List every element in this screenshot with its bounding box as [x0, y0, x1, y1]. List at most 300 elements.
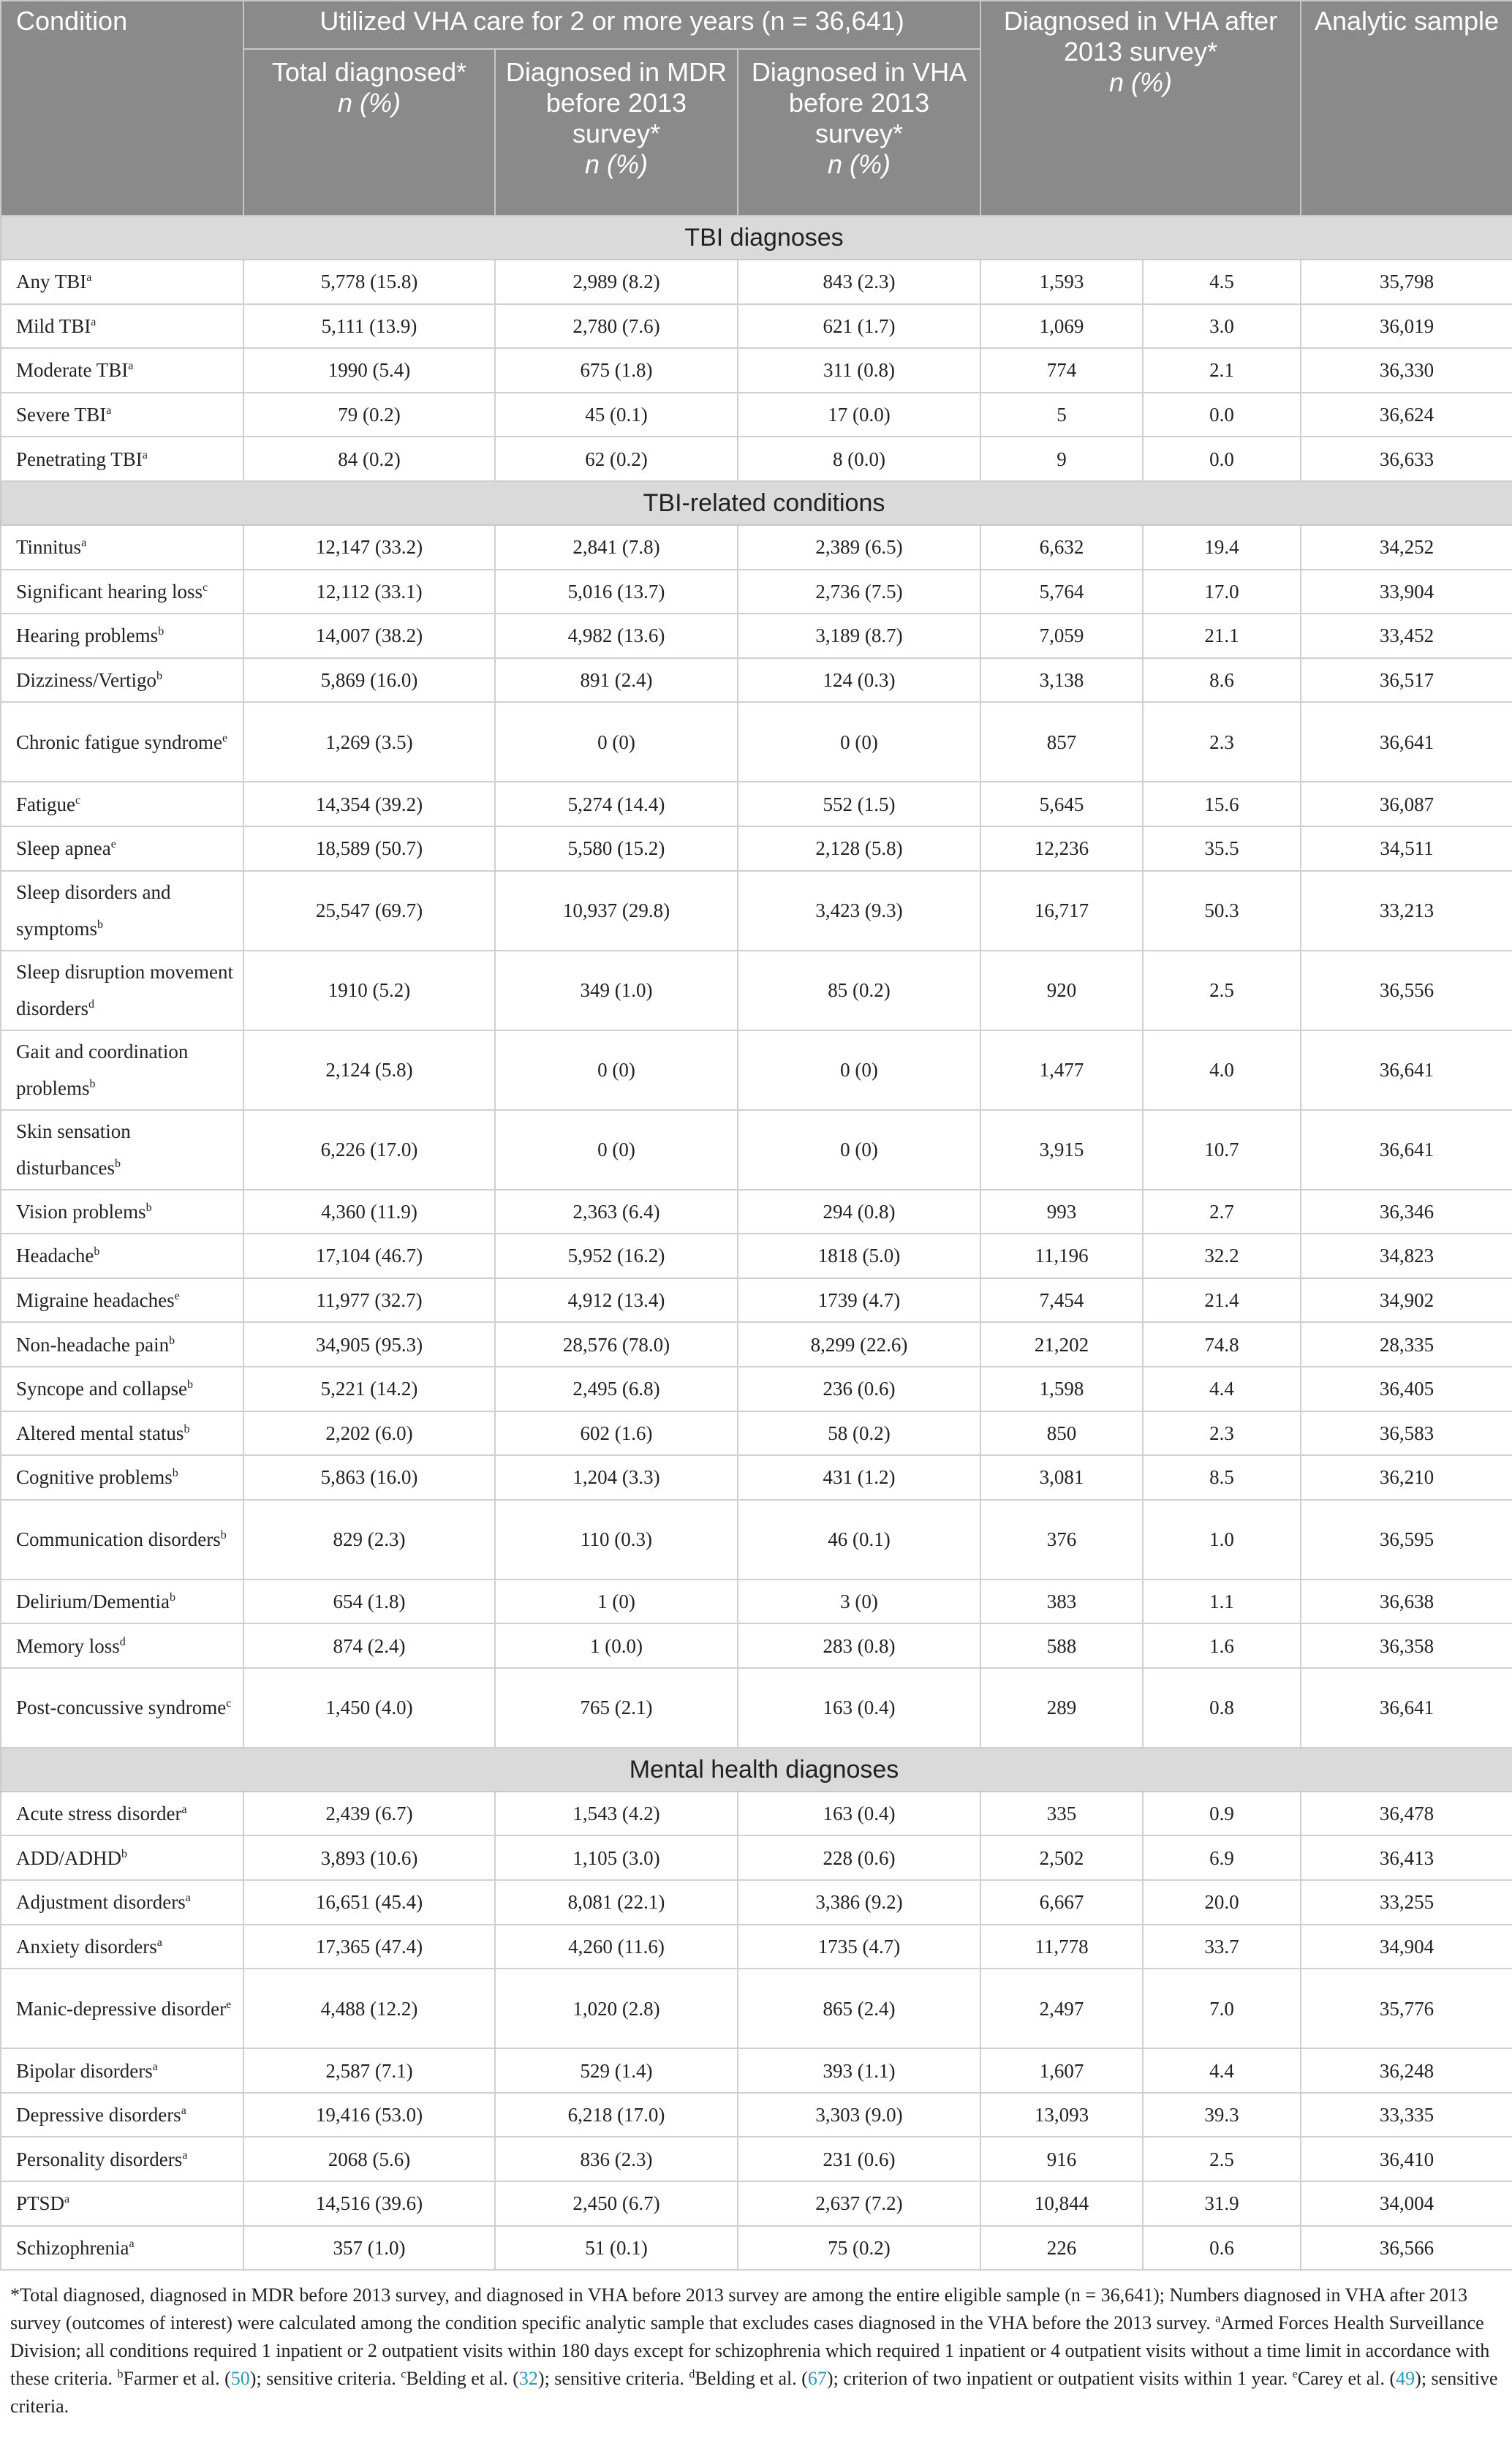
vha-after-pct-cell: 2.7: [1143, 1190, 1301, 1234]
vha-after-n-cell: 11,778: [980, 1925, 1143, 1969]
criteria-superscript: b: [145, 1201, 152, 1214]
condition-name: Acute stress disorder$^a$: [1, 1792, 243, 1836]
table-row: [1, 782, 1512, 826]
condition-name: Delirium/Dementia$^b$: [1, 1580, 243, 1624]
condition-name: Moderate TBI$^a$: [1, 348, 243, 393]
vha-after-n-cell: 226: [980, 2226, 1143, 2271]
header-analytic-sample: Analytic sample: [1301, 1, 1512, 216]
table-row: [1, 1623, 1512, 1668]
analytic-sample-cell: 36,330: [1301, 348, 1512, 393]
condition-name: Mild TBI$^a$: [1, 304, 243, 349]
vha-after-pct-cell: 20.0: [1143, 1880, 1301, 1925]
table-row: [1, 437, 1512, 481]
table-row: [1, 260, 1512, 304]
criteria-superscript: e: [222, 731, 228, 744]
vha-before-cell: 236 (0.6): [738, 1367, 980, 1411]
total-diagnosed-cell: 5,863 (16.0): [243, 1455, 495, 1500]
vha-after-n-cell: 3,915: [980, 1110, 1143, 1190]
criteria-superscript: b: [121, 1847, 127, 1860]
analytic-sample-cell: 36,624: [1301, 393, 1512, 437]
analytic-sample-cell: 36,087: [1301, 782, 1512, 826]
mdr-before-cell: 0 (0): [495, 1030, 738, 1110]
mdr-before-cell: 5,580 (15.2): [495, 826, 738, 871]
condition-name: Chronic fatigue syndrome$^e$: [1, 702, 243, 782]
condition-name: Fatigue$^c$: [1, 782, 243, 826]
condition-name: Sleep disruption movement disorders$^d$: [1, 951, 243, 1030]
vha-after-n-cell: 5,645: [980, 782, 1143, 826]
criteria-superscript: a: [64, 2193, 70, 2206]
vha-before-cell: 431 (1.2): [738, 1455, 980, 1500]
analytic-sample-cell: 35,776: [1301, 1969, 1512, 2048]
header-vha-after: Diagnosed in VHA after 2013 survey* n (%): [980, 1, 1301, 216]
vha-before-cell: 17 (0.0): [738, 393, 980, 437]
total-diagnosed-cell: 874 (2.4): [243, 1623, 495, 1668]
vha-after-pct-cell: 74.8: [1143, 1322, 1301, 1367]
vha-before-cell: 163 (0.4): [738, 1792, 980, 1836]
vha-after-n-cell: 376: [980, 1500, 1143, 1580]
mdr-before-cell: 4,982 (13.6): [495, 614, 738, 658]
total-diagnosed-cell: 4,488 (12.2): [243, 1969, 495, 2048]
mdr-before-cell: 4,260 (11.6): [495, 1925, 738, 1969]
analytic-sample-cell: 36,248: [1301, 2048, 1512, 2093]
total-diagnosed-cell: 84 (0.2): [243, 437, 495, 481]
mdr-before-cell: 0 (0): [495, 702, 738, 782]
mdr-before-cell: 28,576 (78.0): [495, 1322, 738, 1367]
mdr-before-cell: 51 (0.1): [495, 2226, 738, 2271]
analytic-sample-cell: 33,452: [1301, 614, 1512, 658]
table-row: [1, 1411, 1512, 1456]
table-row: [1, 1500, 1512, 1580]
vha-before-cell: 294 (0.8): [738, 1190, 980, 1234]
vha-after-pct-cell: 15.6: [1143, 782, 1301, 826]
condition-name: Sleep apnea$^e$: [1, 826, 243, 871]
header-vha-after-unit: n (%): [1109, 67, 1173, 97]
table-row: [1, 2181, 1512, 2226]
criteria-superscript: a: [91, 315, 97, 328]
vha-after-pct-cell: 2.3: [1143, 702, 1301, 782]
mdr-before-cell: 1,543 (4.2): [495, 1792, 738, 1836]
mdr-before-cell: 2,450 (6.7): [495, 2181, 738, 2226]
total-diagnosed-cell: 5,221 (14.2): [243, 1367, 495, 1411]
vha-before-cell: 865 (2.4): [738, 1969, 980, 2048]
header-total: Total diagnosed* n (%): [243, 49, 495, 216]
mdr-before-cell: 62 (0.2): [495, 437, 738, 481]
section-header-row: [1, 1748, 1512, 1792]
vha-after-n-cell: 289: [980, 1668, 1143, 1748]
condition-name: Significant hearing loss$^c$: [1, 570, 243, 614]
vha-after-pct-cell: 2.5: [1143, 2137, 1301, 2181]
analytic-sample-cell: 36,638: [1301, 1580, 1512, 1624]
header-vha-before-unit: n (%): [828, 149, 891, 179]
vha-after-pct-cell: 0.0: [1143, 437, 1301, 481]
table-footnote: *Total diagnosed, diagnosed in MDR before 2013 survey, and diagnosed in VHA before 2013 survey are among the entire eligible sample (n = 36,641); Numbers diagnosed in VHA after 2013 survey (outcomes of interest) were calculated among the condition specific analytic sample that excludes cases diagnosed in the VHA before the 2013 survey. $^a$Armed Forces Health Surveillance Division; all conditions required 1 inpatient or 2 outpatient visits within 180 days except for schizophrenia which required 1 inpatient or 4 outpatient visits without a time limit in accordance with these criteria. $^b$Farmer et al. (50); sensitive criteria. $^c$Belding et al. (32); sensitive criteria. $^d$Belding et al. (67); criterion of two inpatient or outpatient visits within 1 year. $^e$Carey et al. (49); sensitive criteria.: [10, 2284, 1498, 2417]
total-diagnosed-cell: 25,547 (69.7): [243, 871, 495, 951]
vha-before-cell: 3,423 (9.3): [738, 871, 980, 951]
mdr-before-cell: 8,081 (22.1): [495, 1880, 738, 1925]
criteria-superscript: b: [172, 1467, 178, 1480]
criteria-superscript: b: [186, 1378, 193, 1392]
mdr-before-cell: 1,105 (3.0): [495, 1835, 738, 1880]
vha-before-cell: 0 (0): [738, 1110, 980, 1190]
criteria-superscript: b: [89, 1078, 96, 1091]
vha-after-pct-cell: 1.0: [1143, 1500, 1301, 1580]
ref-link-67[interactable]: 67: [807, 2368, 827, 2389]
mdr-before-cell: 349 (1.0): [495, 951, 738, 1030]
vha-after-n-cell: 7,059: [980, 614, 1143, 658]
vha-before-cell: 2,736 (7.5): [738, 570, 980, 614]
header-mdr-unit: n (%): [584, 149, 648, 179]
vha-after-pct-cell: 21.1: [1143, 614, 1301, 658]
analytic-sample-cell: 36,556: [1301, 951, 1512, 1030]
condition-name: PTSD$^a$: [1, 2181, 243, 2226]
condition-name: Dizziness/Vertigo$^b$: [1, 658, 243, 703]
condition-name: Gait and coordination problems$^b$: [1, 1030, 243, 1110]
analytic-sample-cell: 34,252: [1301, 525, 1512, 570]
mdr-before-cell: 2,989 (8.2): [495, 260, 738, 304]
total-diagnosed-cell: 2,124 (5.8): [243, 1030, 495, 1110]
vha-after-pct-cell: 10.7: [1143, 1110, 1301, 1190]
section-title: TBI-related conditions: [1, 481, 1512, 525]
vha-after-pct-cell: 2.3: [1143, 1411, 1301, 1456]
vha-after-n-cell: 383: [980, 1580, 1143, 1624]
table-row: [1, 614, 1512, 658]
mdr-before-cell: 1,204 (3.3): [495, 1455, 738, 1500]
condition-name: Severe TBI$^a$: [1, 393, 243, 437]
total-diagnosed-cell: 14,354 (39.2): [243, 782, 495, 826]
table-row: [1, 1792, 1512, 1836]
criteria-superscript: b: [169, 1334, 175, 1347]
table-row: [1, 826, 1512, 871]
vha-before-cell: 311 (0.8): [738, 348, 980, 393]
criteria-superscript: e: [110, 838, 116, 851]
analytic-sample-cell: 36,405: [1301, 1367, 1512, 1411]
criteria-superscript: a: [129, 2237, 135, 2250]
table-row: [1, 525, 1512, 570]
analytic-sample-cell: 33,904: [1301, 570, 1512, 614]
analytic-sample-cell: 36,413: [1301, 1835, 1512, 1880]
vha-after-n-cell: 920: [980, 951, 1143, 1030]
table-row: [1, 702, 1512, 782]
vha-after-pct-cell: 19.4: [1143, 525, 1301, 570]
analytic-sample-cell: 35,798: [1301, 260, 1512, 304]
table-row: [1, 1668, 1512, 1748]
analytic-sample-cell: 36,583: [1301, 1411, 1512, 1456]
mdr-before-cell: 2,495 (6.8): [495, 1367, 738, 1411]
vha-before-cell: 3,303 (9.0): [738, 2093, 980, 2137]
table-header: [1, 1, 1512, 216]
section-header-row: [1, 216, 1512, 260]
analytic-sample-cell: 33,213: [1301, 871, 1512, 951]
vha-after-pct-cell: 8.6: [1143, 658, 1301, 703]
vha-before-cell: 85 (0.2): [738, 951, 980, 1030]
total-diagnosed-cell: 5,869 (16.0): [243, 658, 495, 703]
condition-name: Schizophrenia$^a$: [1, 2226, 243, 2271]
criteria-superscript: b: [94, 1245, 100, 1258]
vha-after-pct-cell: 33.7: [1143, 1925, 1301, 1969]
vha-before-cell: 3,386 (9.2): [738, 1880, 980, 1925]
mdr-before-cell: 675 (1.8): [495, 348, 738, 393]
mdr-before-cell: 2,780 (7.6): [495, 304, 738, 349]
vha-before-cell: 46 (0.1): [738, 1500, 980, 1580]
vha-after-n-cell: 1,598: [980, 1367, 1143, 1411]
table-row: [1, 2093, 1512, 2137]
condition-name: Cognitive problems$^b$: [1, 1455, 243, 1500]
condition-name: Anxiety disorders$^a$: [1, 1925, 243, 1969]
criteria-superscript: d: [88, 998, 94, 1011]
mdr-before-cell: 602 (1.6): [495, 1411, 738, 1456]
condition-name: Memory loss$^d$: [1, 1623, 243, 1668]
criteria-superscript: e: [174, 1290, 180, 1303]
analytic-sample-cell: 36,641: [1301, 702, 1512, 782]
mdr-before-cell: 5,274 (14.4): [495, 782, 738, 826]
table-row: [1, 2226, 1512, 2271]
criteria-superscript: a: [182, 2148, 188, 2162]
mdr-before-cell: 5,952 (16.2): [495, 1234, 738, 1278]
total-diagnosed-cell: 79 (0.2): [243, 393, 495, 437]
table-row: [1, 1322, 1512, 1367]
mdr-before-cell: 836 (2.3): [495, 2137, 738, 2181]
mdr-before-cell: 110 (0.3): [495, 1500, 738, 1580]
total-diagnosed-cell: 2,202 (6.0): [243, 1411, 495, 1456]
vha-after-pct-cell: 31.9: [1143, 2181, 1301, 2226]
vha-after-n-cell: 2,502: [980, 1835, 1143, 1880]
table-row: [1, 1234, 1512, 1278]
mdr-before-cell: 529 (1.4): [495, 2048, 738, 2093]
vha-after-n-cell: 850: [980, 1411, 1143, 1456]
criteria-superscript: a: [128, 360, 134, 373]
ref-link-49[interactable]: 49: [1396, 2368, 1415, 2389]
condition-name: Skin sensation disturbances$^b$: [1, 1110, 243, 1190]
vha-after-pct-cell: 4.4: [1143, 2048, 1301, 2093]
table-row: [1, 1278, 1512, 1323]
analytic-sample-cell: 34,004: [1301, 2181, 1512, 2226]
vha-after-n-cell: 21,202: [980, 1322, 1143, 1367]
analytic-sample-cell: 36,210: [1301, 1455, 1512, 1500]
table-row: [1, 951, 1512, 1030]
vha-after-pct-cell: 0.8: [1143, 1668, 1301, 1748]
table-row: [1, 2137, 1512, 2181]
criteria-superscript: a: [81, 537, 87, 550]
total-diagnosed-cell: 654 (1.8): [243, 1580, 495, 1624]
total-diagnosed-cell: 5,111 (13.9): [243, 304, 495, 349]
condition-name: Manic-depressive disorder$^e$: [1, 1969, 243, 2048]
vha-before-cell: 58 (0.2): [738, 1411, 980, 1456]
vha-after-n-cell: 588: [980, 1623, 1143, 1668]
criteria-superscript: b: [220, 1529, 227, 1542]
total-diagnosed-cell: 16,651 (45.4): [243, 1880, 495, 1925]
condition-name: Adjustment disorders$^a$: [1, 1880, 243, 1925]
table-row: [1, 871, 1512, 951]
criteria-superscript: b: [184, 1422, 190, 1435]
table-row: [1, 2048, 1512, 2093]
ref-link-50[interactable]: 50: [230, 2368, 250, 2389]
criteria-superscript: c: [226, 1697, 232, 1710]
analytic-sample-cell: 36,410: [1301, 2137, 1512, 2181]
vha-after-n-cell: 3,081: [980, 1455, 1143, 1500]
condition-name: Vision problems$^b$: [1, 1190, 243, 1234]
condition-name: Tinnitus$^a$: [1, 525, 243, 570]
condition-name: Any TBI$^a$: [1, 260, 243, 304]
total-diagnosed-cell: 3,893 (10.6): [243, 1835, 495, 1880]
total-diagnosed-cell: 2,439 (6.7): [243, 1792, 495, 1836]
condition-name: Migraine headaches$^e$: [1, 1278, 243, 1323]
ref-link-32[interactable]: 32: [518, 2368, 538, 2389]
mdr-before-cell: 1,020 (2.8): [495, 1969, 738, 2048]
vha-after-n-cell: 2,497: [980, 1969, 1143, 2048]
vha-after-pct-cell: 0.0: [1143, 393, 1301, 437]
vha-after-n-cell: 5,764: [980, 570, 1143, 614]
condition-name: Syncope and collapse$^b$: [1, 1367, 243, 1411]
condition-name: Sleep disorders and symptoms$^b$: [1, 871, 243, 951]
total-diagnosed-cell: 14,007 (38.2): [243, 614, 495, 658]
table-row: [1, 570, 1512, 614]
condition-name: Headache$^b$: [1, 1234, 243, 1278]
table-row: [1, 1969, 1512, 2048]
analytic-sample-cell: 34,904: [1301, 1925, 1512, 1969]
total-diagnosed-cell: 12,147 (33.2): [243, 525, 495, 570]
vha-after-n-cell: 6,632: [980, 525, 1143, 570]
mdr-before-cell: 891 (2.4): [495, 658, 738, 703]
total-diagnosed-cell: 2,587 (7.1): [243, 2048, 495, 2093]
total-diagnosed-cell: 2068 (5.6): [243, 2137, 495, 2181]
vha-after-pct-cell: 1.6: [1143, 1623, 1301, 1668]
table-row: [1, 393, 1512, 437]
mdr-before-cell: 5,016 (13.7): [495, 570, 738, 614]
vha-after-pct-cell: 50.3: [1143, 871, 1301, 951]
vha-before-cell: 552 (1.5): [738, 782, 980, 826]
vha-after-pct-cell: 0.9: [1143, 1792, 1301, 1836]
vha-after-n-cell: 5: [980, 393, 1143, 437]
total-diagnosed-cell: 19,416 (53.0): [243, 2093, 495, 2137]
table-row: [1, 1367, 1512, 1411]
vha-after-pct-cell: 2.5: [1143, 951, 1301, 1030]
vha-after-pct-cell: 17.0: [1143, 570, 1301, 614]
total-diagnosed-cell: 14,516 (39.6): [243, 2181, 495, 2226]
analytic-sample-cell: 36,633: [1301, 437, 1512, 481]
total-diagnosed-cell: 1990 (5.4): [243, 348, 495, 393]
criteria-superscript: a: [152, 2060, 158, 2073]
criteria-superscript: a: [185, 1892, 191, 1905]
section-title: Mental health diagnoses: [1, 1748, 1512, 1792]
vha-before-cell: 0 (0): [738, 702, 980, 782]
footnote-a: Armed Forces Health Surveillance Division; all conditions required 1 inpatient or 2 outpatient visits within 180 days except for schizophrenia which required 1 inpatient or 4 outpatient visits without a time limit in accordance with these criteria.: [10, 2312, 1490, 2389]
vha-before-cell: 3,189 (8.7): [738, 614, 980, 658]
vha-after-pct-cell: 32.2: [1143, 1234, 1301, 1278]
table-row: [1, 1030, 1512, 1110]
analytic-sample-cell: 36,566: [1301, 2226, 1512, 2271]
criteria-superscript: a: [106, 404, 112, 418]
mdr-before-cell: 765 (2.1): [495, 1668, 738, 1748]
vha-after-n-cell: 13,093: [980, 2093, 1143, 2137]
condition-name: Communication disorders$^b$: [1, 1500, 243, 1580]
total-diagnosed-cell: 18,589 (50.7): [243, 826, 495, 871]
vha-after-pct-cell: 3.0: [1143, 304, 1301, 349]
header-vha-before: Diagnosed in VHA before 2013 survey* n (%): [738, 49, 980, 216]
vha-after-n-cell: 3,138: [980, 658, 1143, 703]
vha-before-cell: 843 (2.3): [738, 260, 980, 304]
header-mdr: Diagnosed in MDR before 2013 survey* n (%): [495, 49, 738, 216]
analytic-sample-cell: 36,346: [1301, 1190, 1512, 1234]
vha-after-pct-cell: 4.0: [1143, 1030, 1301, 1110]
vha-after-pct-cell: 35.5: [1143, 826, 1301, 871]
table-row: [1, 348, 1512, 393]
mdr-before-cell: 2,363 (6.4): [495, 1190, 738, 1234]
vha-after-n-cell: 1,069: [980, 304, 1143, 349]
mdr-before-cell: 6,218 (17.0): [495, 2093, 738, 2137]
vha-before-cell: 2,389 (6.5): [738, 525, 980, 570]
total-diagnosed-cell: 1,450 (4.0): [243, 1668, 495, 1748]
vha-after-pct-cell: 4.5: [1143, 260, 1301, 304]
vha-after-pct-cell: 1.1: [1143, 1580, 1301, 1624]
vha-after-pct-cell: 21.4: [1143, 1278, 1301, 1323]
table-row: [1, 1455, 1512, 1500]
vha-after-n-cell: 9: [980, 437, 1143, 481]
mdr-before-cell: 0 (0): [495, 1110, 738, 1190]
analytic-sample-cell: 36,478: [1301, 1792, 1512, 1836]
vha-before-cell: 8,299 (22.6): [738, 1322, 980, 1367]
mdr-before-cell: 10,937 (29.8): [495, 871, 738, 951]
criteria-superscript: a: [86, 271, 92, 284]
criteria-superscript: c: [75, 793, 81, 807]
vha-before-cell: 75 (0.2): [738, 2226, 980, 2271]
vha-after-pct-cell: 6.9: [1143, 1835, 1301, 1880]
criteria-superscript: e: [226, 1998, 232, 2011]
total-diagnosed-cell: 829 (2.3): [243, 1500, 495, 1580]
vha-before-cell: 1818 (5.0): [738, 1234, 980, 1278]
table-row: [1, 658, 1512, 703]
vha-after-n-cell: 774: [980, 348, 1143, 393]
total-diagnosed-cell: 12,112 (33.1): [243, 570, 495, 614]
condition-name: Post-concussive syndrome$^c$: [1, 1668, 243, 1748]
condition-name: ADD/ADHD$^b$: [1, 1835, 243, 1880]
vha-before-cell: 621 (1.7): [738, 304, 980, 349]
analytic-sample-cell: 34,511: [1301, 826, 1512, 871]
vha-after-pct-cell: 2.1: [1143, 348, 1301, 393]
footnote-main: *Total diagnosed, diagnosed in MDR before 2013 survey, and diagnosed in VHA before 2013 survey are among the entire eligible sample (n = 36,641); Numbers diagnosed in VHA after 2013 survey (outcomes of interest) were calculated among the condition specific analytic sample that excludes cases diagnosed in the VHA before the 2013 survey.: [10, 2284, 1467, 2333]
vha-before-cell: 1739 (4.7): [738, 1278, 980, 1323]
vha-before-cell: 124 (0.3): [738, 658, 980, 703]
condition-name: Penetrating TBI$^a$: [1, 437, 243, 481]
analytic-sample-cell: 34,823: [1301, 1234, 1512, 1278]
vha-after-n-cell: 1,607: [980, 2048, 1143, 2093]
vha-before-cell: 8 (0.0): [738, 437, 980, 481]
mdr-before-cell: 4,912 (13.4): [495, 1278, 738, 1323]
vha-before-cell: 2,637 (7.2): [738, 2181, 980, 2226]
total-diagnosed-cell: 17,104 (46.7): [243, 1234, 495, 1278]
criteria-superscript: d: [119, 1635, 126, 1648]
analytic-sample-cell: 33,335: [1301, 2093, 1512, 2137]
analytic-sample-cell: 36,019: [1301, 304, 1512, 349]
vha-after-pct-cell: 8.5: [1143, 1455, 1301, 1500]
vha-before-cell: 231 (0.6): [738, 2137, 980, 2181]
criteria-superscript: a: [181, 1803, 187, 1816]
total-diagnosed-cell: 34,905 (95.3): [243, 1322, 495, 1367]
table-body: [1, 216, 1512, 2270]
vha-after-n-cell: 16,717: [980, 871, 1143, 951]
criteria-superscript: a: [142, 448, 148, 461]
vha-after-pct-cell: 7.0: [1143, 1969, 1301, 2048]
vha-before-cell: 0 (0): [738, 1030, 980, 1110]
condition-name: Personality disorders$^a$: [1, 2137, 243, 2181]
vha-before-cell: 163 (0.4): [738, 1668, 980, 1748]
total-diagnosed-cell: 1910 (5.2): [243, 951, 495, 1030]
criteria-superscript: c: [202, 581, 208, 594]
mdr-before-cell: 1 (0): [495, 1580, 738, 1624]
analytic-sample-cell: 33,255: [1301, 1880, 1512, 1925]
vha-after-n-cell: 6,667: [980, 1880, 1143, 1925]
criteria-superscript: b: [114, 1158, 121, 1171]
criteria-superscript: a: [156, 1936, 162, 1949]
